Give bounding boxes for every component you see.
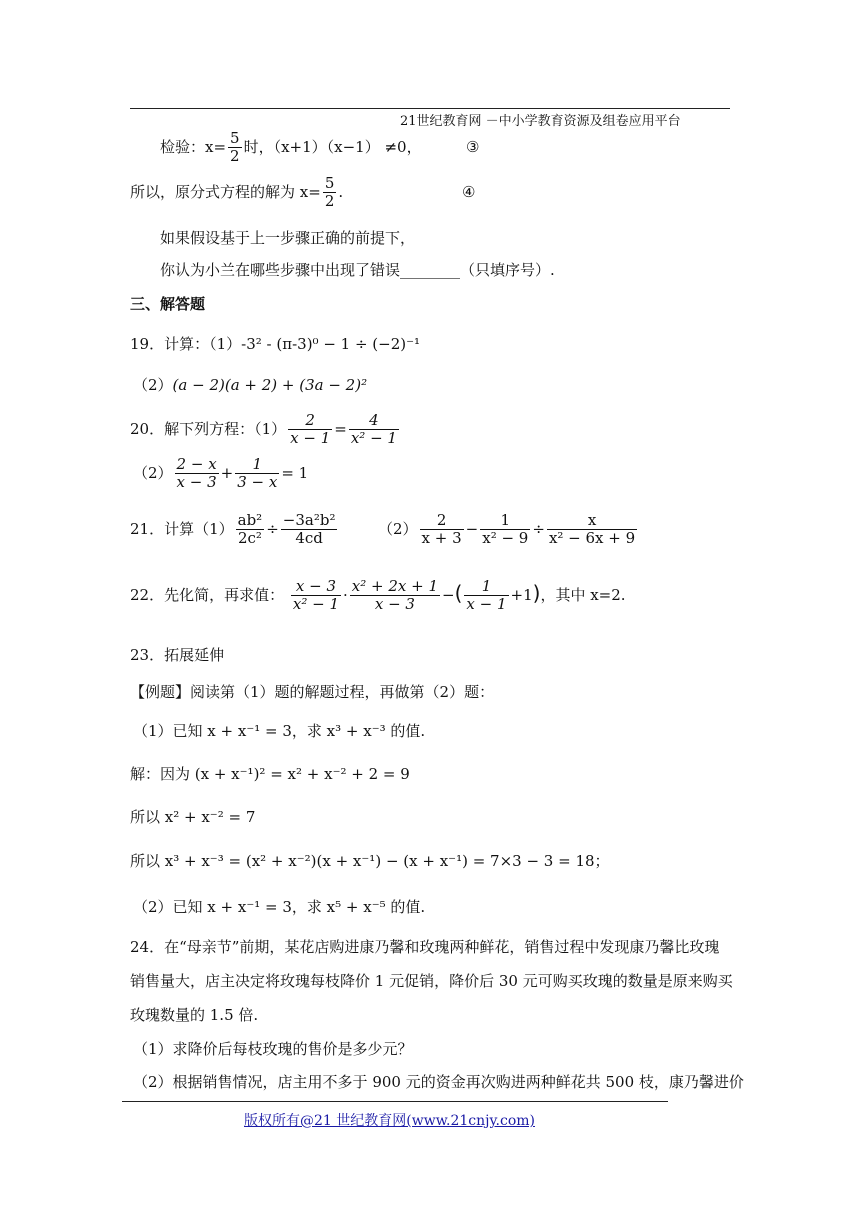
q21-2-f2den: x² − 9 bbox=[482, 529, 529, 548]
solution-post: . bbox=[338, 182, 344, 201]
q20-2-rhs: = 1 bbox=[281, 463, 309, 482]
q21-2-f3num: x bbox=[587, 511, 597, 529]
q24-line-1: 24．在“母亲节”前期，某花店购进康乃馨和玫瑰两种鲜花，销售过程中发现康乃馨比玫瑰 bbox=[130, 938, 720, 956]
q23-solution-2: 所以 x² + x⁻² = 7 bbox=[130, 808, 256, 826]
q22-minus: − bbox=[442, 585, 455, 604]
q22-tail: ，其中 x=2. bbox=[540, 585, 626, 604]
q19-1-label: 19．计算：（1） bbox=[130, 335, 242, 353]
q19-1-expr: -3² - (π-3)⁰ − 1 ÷ (−2)⁻¹ bbox=[241, 335, 421, 353]
q22-right-paren-icon: ) bbox=[532, 580, 541, 605]
q21-2-div: ÷ bbox=[532, 519, 545, 538]
q23-part1: （1）已知 x + x⁻¹ = 3，求 x³ + x⁻³ 的值. bbox=[133, 722, 426, 740]
q21-2-f1den: x + 3 bbox=[421, 529, 462, 548]
q20-1-eq: = bbox=[334, 419, 347, 438]
copyright-link[interactable]: 版权所有@21 世纪教育网(www.21cnjy.com) bbox=[244, 1113, 535, 1129]
q23-solution-3: 所以 x³ + x⁻³ = (x² + x⁻²)(x + x⁻¹) − (x + x⁻¹) = 7×3 − 3 = 18； bbox=[130, 852, 610, 870]
q20-1-rden: x² − 1 bbox=[350, 429, 397, 448]
q20-1-lnum: 2 bbox=[305, 411, 315, 429]
q22-frac1 bbox=[291, 578, 341, 614]
q24-line-2: 销售量大，店主决定将玫瑰每枝降价 1 元促销，降价后 30 元可购买玫瑰的数量是原来购买 bbox=[130, 972, 733, 990]
q20-2-plus: + bbox=[220, 463, 234, 482]
q22-plus1: +1 bbox=[510, 585, 533, 604]
q19-2-label: （2） bbox=[133, 376, 173, 394]
section-title: 三、解答题 bbox=[130, 295, 206, 313]
q21-2-label: （2） bbox=[378, 519, 418, 538]
solution-fraction bbox=[323, 175, 337, 211]
assume-text: 如果假设基于上一步骤正确的前提下， bbox=[160, 229, 416, 247]
q24-part1: （1）求降价后每枝玫瑰的售价是多少元？ bbox=[133, 1040, 413, 1058]
q21-1-frac1 bbox=[236, 512, 265, 548]
q21-2-minus: − bbox=[465, 519, 479, 538]
q23-solution-1: 解：因为 (x + x⁻¹)² = x² + x⁻² + 2 = 9 bbox=[130, 765, 410, 783]
q21-2-frac2 bbox=[480, 512, 530, 548]
solution-line bbox=[130, 175, 343, 211]
q21-1-frac2 bbox=[281, 512, 338, 548]
q21-part2 bbox=[378, 512, 639, 548]
q22-line bbox=[130, 578, 626, 614]
q21-2-frac1 bbox=[420, 512, 464, 548]
q22-f1num: x − 3 bbox=[295, 577, 336, 595]
header-site: 21世纪教育网 －中小学教育资源及组卷应用平台 bbox=[400, 114, 681, 129]
q22-f3den: x − 1 bbox=[466, 595, 507, 614]
q22-frac3 bbox=[464, 578, 508, 614]
q22-f3num: 1 bbox=[481, 577, 492, 595]
q23-intro: 【例题】阅读第（1）题的解题过程，再做第（2）题： bbox=[130, 683, 495, 701]
check-den: 2 bbox=[230, 147, 240, 166]
q20-2-label: （2） bbox=[133, 463, 173, 482]
q22-dot: · bbox=[343, 585, 348, 604]
q21-part1 bbox=[130, 512, 339, 548]
footer-rule bbox=[122, 1101, 668, 1102]
check-post: 时，（x+1）（x−1） ≠0， bbox=[243, 137, 422, 156]
q23-part2: （2）已知 x + x⁻¹ = 3，求 x⁵ + x⁻⁵ 的值. bbox=[133, 898, 426, 916]
q22-f1den: x² − 1 bbox=[292, 595, 339, 614]
q22-f2num: x² + 2x + 1 bbox=[351, 577, 439, 595]
q21-label: 21．计算（1） bbox=[130, 519, 234, 538]
q20-2-frac1 bbox=[175, 456, 219, 492]
q21-2-f3den: x² − 6x + 9 bbox=[548, 529, 636, 548]
q21-1-f1num: ab² bbox=[237, 511, 263, 529]
q19-2-expr: (a − 2)(a + 2) + (3a − 2)² bbox=[172, 376, 368, 394]
check-pre: 检验：x= bbox=[160, 137, 227, 156]
check-fraction bbox=[228, 130, 242, 166]
q19-part2 bbox=[133, 374, 367, 395]
q19-part1 bbox=[130, 333, 420, 354]
q20-1-lden: x − 1 bbox=[290, 429, 331, 448]
q22-frac2 bbox=[350, 578, 440, 614]
q20-1-right bbox=[349, 412, 399, 448]
q20-1-rnum: 4 bbox=[369, 411, 379, 429]
q24-line-3: 玫瑰数量的 1.5 倍. bbox=[130, 1006, 259, 1024]
q20-2-f2den: 3 − x bbox=[237, 473, 278, 492]
q21-2-frac3 bbox=[547, 512, 637, 548]
q22-f2den: x − 3 bbox=[350, 595, 440, 613]
question-text: 你认为小兰在哪些步骤中出现了错误________（只填序号）. bbox=[160, 261, 555, 279]
step-mark-4: ④ bbox=[462, 183, 476, 201]
step-mark-3: ③ bbox=[466, 138, 480, 156]
q21-1-div: ÷ bbox=[266, 519, 279, 538]
q20-2-f2num: 1 bbox=[252, 455, 263, 473]
q21-1-f1den: 2c² bbox=[236, 529, 265, 547]
q20-part1 bbox=[130, 412, 401, 448]
check-num: 5 bbox=[230, 129, 240, 147]
q20-label: 20．解下列方程：（1） bbox=[130, 419, 287, 438]
q21-2-f2num: 1 bbox=[500, 511, 511, 529]
q21-1-f2den: 4cd bbox=[281, 529, 338, 547]
q24-part2: （2）根据销售情况，店主用不多于 900 元的资金再次购进两种鲜花共 500 枝，康乃馨进价 bbox=[133, 1073, 744, 1091]
q20-2-f1den: x − 3 bbox=[176, 473, 217, 492]
q22-label: 22．先化简，再求值： bbox=[130, 585, 285, 604]
q21-2-f1num: 2 bbox=[436, 511, 447, 529]
q20-2-frac2 bbox=[235, 456, 279, 492]
q20-part2 bbox=[133, 456, 308, 492]
q20-1-left bbox=[288, 412, 332, 448]
q22-left-paren-icon: ( bbox=[454, 580, 463, 605]
solution-num: 5 bbox=[324, 174, 335, 192]
solution-pre: 所以，原分式方程的解为 x= bbox=[130, 182, 321, 201]
solution-den: 2 bbox=[324, 192, 335, 211]
q23-title: 23．拓展延伸 bbox=[130, 646, 225, 664]
header-rule bbox=[130, 108, 730, 109]
q20-2-f1num: 2 − x bbox=[176, 455, 217, 473]
check-line bbox=[160, 130, 422, 166]
q21-1-f2num: −3a²b² bbox=[282, 511, 336, 529]
